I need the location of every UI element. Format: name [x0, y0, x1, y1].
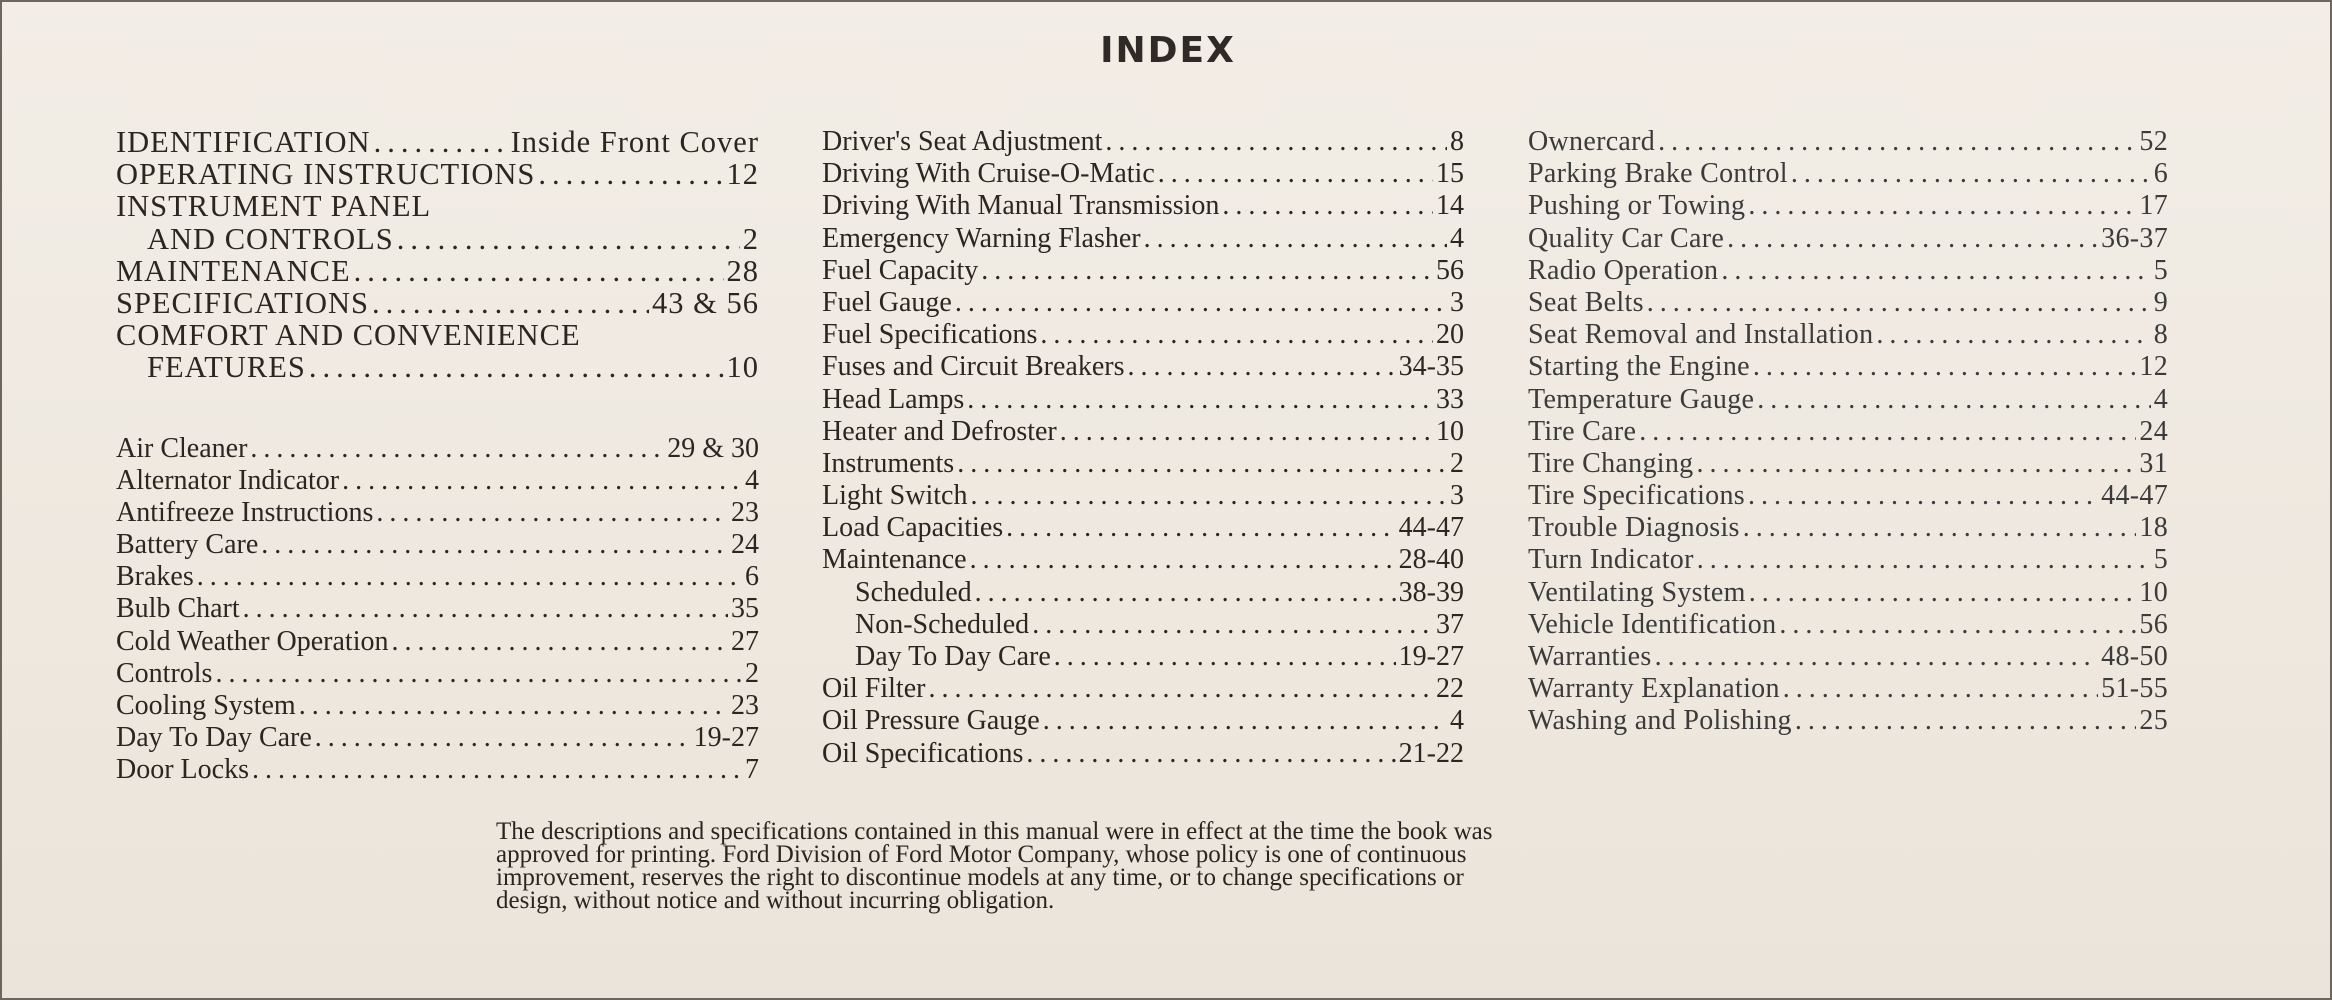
leader-dots	[252, 754, 742, 786]
entry-page: 25	[2139, 705, 2168, 737]
entry-page: 10	[1436, 415, 1464, 447]
leader-dots	[374, 126, 508, 158]
entry-label: AND CONTROLS	[147, 221, 394, 256]
entry-page: 23	[731, 690, 759, 721]
entry-page: 51-55	[2101, 673, 2168, 705]
entry-label: Heater and Defroster	[822, 415, 1057, 447]
leader-dots	[1006, 512, 1396, 544]
entry-page: 36-37	[2101, 222, 2168, 254]
leader-dots	[928, 673, 1433, 705]
entry-label: Warranties	[1528, 641, 1652, 672]
index-entry	[1528, 255, 2168, 287]
leader-dots	[376, 497, 728, 529]
entry-page: 43 & 56	[652, 285, 759, 320]
leader-dots	[1779, 609, 2136, 641]
leader-dots	[1647, 287, 2151, 319]
leader-dots	[250, 433, 664, 465]
index-entry	[822, 673, 1464, 705]
leader-dots	[970, 544, 1396, 576]
section-spacer	[116, 384, 759, 433]
entry-label: Non-Scheduled	[855, 608, 1030, 640]
entry-label: Bulb Chart	[116, 593, 240, 625]
entry-label: Warranty Explanation	[1528, 673, 1780, 705]
entry-label: Driving With Manual Transmission	[822, 190, 1220, 222]
leader-dots	[354, 255, 724, 287]
index-entry	[116, 319, 759, 351]
entry-label: Day To Day Care	[116, 722, 312, 754]
entry-label: Scheduled	[855, 576, 972, 608]
entry-page: 44-47	[1398, 512, 1464, 544]
entry-label: Driver's Seat Adjustment	[822, 126, 1103, 157]
leader-dots	[397, 223, 740, 255]
index-entry	[116, 626, 759, 658]
index-entry	[1528, 416, 2168, 448]
entry-page: 4	[2153, 383, 2168, 415]
entry-page: 28	[726, 253, 759, 288]
entry-label: Load Capacities	[822, 512, 1004, 544]
entry-label: Head Lamps	[822, 383, 965, 415]
index-subentry	[822, 641, 1464, 673]
leader-dots	[215, 658, 742, 690]
entry-label: Instruments	[822, 447, 955, 479]
leader-dots	[1639, 416, 2136, 448]
leader-dots	[1791, 158, 2151, 190]
entry-label: INSTRUMENT PANEL	[116, 189, 432, 224]
entry-label: Alternator Indicator	[116, 464, 340, 496]
leader-dots	[975, 577, 1396, 609]
entry-label: Driving With Cruise-O-Matic	[822, 158, 1155, 190]
entry-page: 9	[2153, 286, 2168, 318]
entry-label: Seat Belts	[1528, 286, 1644, 318]
entry-page: Inside Front Cover	[510, 125, 759, 159]
index-entry	[1528, 705, 2168, 737]
index-entry	[822, 416, 1464, 448]
index-entry	[822, 287, 1464, 319]
index-entry	[116, 754, 759, 786]
index-entry	[1528, 673, 2168, 705]
entry-label: SPECIFICATIONS	[116, 285, 369, 320]
entry-label: Tire Care	[1528, 415, 1637, 447]
entry-label: Parking Brake Control	[1528, 158, 1788, 190]
leader-dots	[1748, 480, 2098, 512]
entry-page: 14	[1436, 190, 1464, 222]
leader-dots	[1060, 416, 1433, 448]
entry-page: 29 & 30	[667, 432, 759, 464]
leader-dots	[372, 287, 649, 319]
index-column-1	[116, 126, 759, 787]
leader-dots	[197, 561, 742, 593]
leader-dots	[1696, 448, 2136, 480]
entry-page: 6	[2153, 158, 2168, 190]
entry-label: Cold Weather Operation	[116, 625, 389, 657]
entry-page: 20	[1436, 319, 1464, 351]
entry-page: 21-22	[1398, 737, 1464, 769]
index-entry	[116, 593, 759, 625]
entry-page: 8	[2153, 319, 2168, 351]
entry-label: Brakes	[116, 561, 194, 593]
entry-page: 2	[745, 657, 759, 689]
entry-page: 3	[1450, 286, 1464, 318]
index-entry	[822, 448, 1464, 480]
entry-page: 33	[1436, 383, 1464, 415]
index-entry	[822, 384, 1464, 416]
entry-page: 12	[2139, 351, 2168, 383]
index-entry	[1528, 319, 2168, 351]
disclaimer-paragraph	[496, 820, 1796, 912]
leader-dots	[1748, 190, 2136, 222]
index-entry	[1528, 384, 2168, 416]
index-entry	[1528, 448, 2168, 480]
leader-dots	[1043, 705, 1447, 737]
entry-page: 7	[745, 754, 759, 786]
leader-dots	[981, 255, 1433, 287]
entry-page: 17	[2139, 190, 2168, 222]
entry-label: Trouble Diagnosis	[1528, 512, 1740, 544]
index-entry	[116, 255, 759, 287]
entry-label: Air Cleaner	[116, 432, 248, 464]
entry-page: 10	[726, 350, 759, 385]
entry-label: Day To Day Care	[855, 641, 1051, 672]
page-title: INDEX	[1100, 30, 1236, 71]
leader-dots	[1655, 641, 2099, 673]
entry-label: OPERATING INSTRUCTIONS	[116, 157, 536, 192]
leader-dots	[1876, 319, 2150, 351]
index-entry	[1528, 641, 2168, 673]
index-subentry	[822, 577, 1464, 609]
leader-dots	[1040, 319, 1433, 351]
index-entry	[1528, 126, 2168, 158]
entry-page: 28-40	[1398, 544, 1464, 576]
entry-label: Door Locks	[116, 754, 249, 786]
index-column-3	[1528, 126, 2168, 738]
index-entry	[822, 190, 1464, 222]
disclaimer-line: improvement, reserves the right to discontinue models at any time, or to change specifications or	[496, 864, 1464, 891]
index-entry	[116, 433, 759, 465]
leader-dots	[1727, 223, 2098, 255]
entry-page: 10	[2139, 576, 2168, 608]
entry-label: Ventilating System	[1528, 576, 1746, 608]
entry-page: 24	[2139, 415, 2168, 447]
leader-dots	[243, 593, 728, 625]
leader-dots	[970, 480, 1447, 512]
entry-label: Turn Indicator	[1528, 544, 1694, 576]
entry-page: 6	[745, 561, 759, 593]
entry-label: Emergency Warning Flasher	[822, 222, 1141, 254]
entry-label: COMFORT AND CONVENIENCE	[116, 318, 581, 353]
index-entry	[116, 287, 759, 319]
index-entry	[822, 738, 1464, 770]
entry-label: Fuel Capacity	[822, 254, 979, 286]
entry-label: Starting the Engine	[1528, 351, 1750, 383]
entry-page: 5	[2153, 254, 2168, 286]
entry-label: Fuses and Circuit Breakers	[822, 351, 1125, 383]
entry-page: 3	[1450, 480, 1464, 512]
entry-label: Oil Pressure Gauge	[822, 705, 1040, 737]
entry-label: Seat Removal and Installation	[1528, 319, 1874, 351]
index-entry	[1528, 577, 2168, 609]
leader-dots	[1026, 738, 1395, 770]
entry-page: 2	[1450, 447, 1464, 479]
leader-dots	[1743, 512, 2137, 544]
entry-label: Washing and Polishing	[1528, 705, 1792, 737]
entry-label: Tire Changing	[1528, 447, 1694, 479]
index-entry	[116, 690, 759, 722]
index-column-2	[822, 126, 1464, 770]
entry-page: 4	[1450, 222, 1464, 254]
entry-label: Vehicle Identification	[1528, 608, 1777, 640]
entry-label: Antifreeze Instructions	[116, 496, 374, 528]
leader-dots	[955, 287, 1447, 319]
entry-page: 18	[2139, 512, 2168, 544]
entry-label: Battery Care	[116, 529, 259, 561]
entry-label: Oil Specifications	[822, 737, 1024, 769]
entry-label: Temperature Gauge	[1528, 383, 1755, 415]
leader-dots	[1697, 544, 2151, 576]
entry-page: 48-50	[2101, 641, 2168, 672]
leader-dots	[1783, 673, 2098, 705]
index-entry	[116, 158, 759, 190]
index-entry	[1528, 609, 2168, 641]
entry-page: 38-39	[1398, 576, 1464, 608]
disclaimer-line: design, without notice and without incurring obligation.	[496, 887, 1055, 914]
entry-label: Cooling System	[116, 690, 296, 721]
entry-page: 8	[1450, 126, 1464, 157]
entry-page: 27	[731, 625, 759, 657]
entry-page: 23	[731, 496, 759, 528]
leader-dots	[967, 384, 1433, 416]
leader-dots	[1054, 641, 1396, 673]
entry-label: Ownercard	[1528, 126, 1656, 157]
entry-page: 12	[726, 157, 759, 192]
leader-dots	[315, 722, 691, 754]
leader-dots	[1144, 223, 1447, 255]
entry-page: 35	[731, 593, 759, 625]
index-subentry	[822, 609, 1464, 641]
leader-dots	[538, 158, 723, 190]
index-entry	[1528, 190, 2168, 222]
index-entry	[822, 126, 1464, 158]
entry-label: Pushing or Towing	[1528, 190, 1746, 222]
index-entry	[822, 255, 1464, 287]
entry-label: IDENTIFICATION	[116, 125, 371, 159]
index-entry	[116, 497, 759, 529]
leader-dots	[1032, 609, 1433, 641]
index-entry	[116, 126, 759, 158]
index-entry	[822, 351, 1464, 383]
index-entry	[1528, 158, 2168, 190]
leader-dots	[309, 351, 724, 383]
index-entry	[1528, 512, 2168, 544]
entry-page: 15	[1436, 158, 1464, 190]
entry-label: Radio Operation	[1528, 254, 1719, 286]
index-entry	[1528, 223, 2168, 255]
entry-label: Controls	[116, 657, 213, 689]
leader-dots	[1721, 255, 2150, 287]
disclaimer-line: The descriptions and specifications contained in this manual were in effect at the time the book was	[496, 818, 1493, 845]
index-entry	[822, 544, 1464, 576]
entry-page: 31	[2139, 447, 2168, 479]
index-entry	[116, 722, 759, 754]
entry-label: Fuel Gauge	[822, 286, 952, 318]
index-entry	[822, 158, 1464, 190]
disclaimer-line: approved for printing. Ford Division of Ford Motor Company, whose policy is one of continuous	[496, 841, 1467, 868]
index-entry	[116, 351, 759, 383]
index-entry	[1528, 351, 2168, 383]
entry-page: 52	[2139, 126, 2168, 157]
index-entry	[1528, 544, 2168, 576]
entry-label: Light Switch	[822, 480, 968, 512]
index-entry	[822, 512, 1464, 544]
leader-dots	[1795, 705, 2137, 737]
index-entry	[116, 658, 759, 690]
leader-dots	[1749, 577, 2137, 609]
index-entry	[116, 529, 759, 561]
leader-dots	[957, 448, 1447, 480]
entry-label: Fuel Specifications	[822, 319, 1038, 351]
entry-label: Maintenance	[822, 544, 967, 576]
index-entry	[822, 319, 1464, 351]
entry-label: Oil Filter	[822, 673, 926, 705]
index-entry	[116, 190, 759, 222]
index-entry	[1528, 480, 2168, 512]
entry-label: FEATURES	[147, 350, 306, 385]
entry-label: MAINTENANCE	[116, 253, 351, 288]
entry-label: Quality Car Care	[1528, 222, 1725, 254]
leader-dots	[1105, 126, 1447, 158]
entry-label: Tire Specifications	[1528, 480, 1745, 512]
entry-page: 4	[1450, 705, 1464, 737]
leader-dots	[1658, 126, 2136, 158]
leader-dots	[1158, 158, 1433, 190]
index-entry	[116, 465, 759, 497]
entry-page: 2	[742, 221, 759, 256]
entry-page: 44-47	[2101, 480, 2168, 512]
entry-page: 5	[2153, 544, 2168, 576]
index-entry	[822, 705, 1464, 737]
entry-page: 56	[2139, 608, 2168, 640]
index-entry	[1528, 287, 2168, 319]
leader-dots	[299, 690, 728, 722]
leader-dots	[342, 465, 742, 497]
entry-page: 34-35	[1398, 351, 1464, 383]
entry-page: 4	[745, 464, 759, 496]
leader-dots	[261, 529, 728, 561]
index-entry	[116, 223, 759, 255]
index-entry	[822, 480, 1464, 512]
entry-page: 37	[1436, 608, 1464, 640]
leader-dots	[1753, 351, 2137, 383]
index-entry	[116, 561, 759, 593]
leader-dots	[1757, 384, 2150, 416]
entry-page: 24	[731, 529, 759, 561]
leader-dots	[391, 626, 728, 658]
entry-page: 56	[1436, 254, 1464, 286]
entry-page: 19-27	[1398, 641, 1464, 672]
entry-page: 22	[1436, 673, 1464, 705]
entry-page: 19-27	[693, 722, 759, 754]
leader-dots	[1222, 190, 1433, 222]
leader-dots	[1128, 351, 1396, 383]
index-entry	[822, 223, 1464, 255]
